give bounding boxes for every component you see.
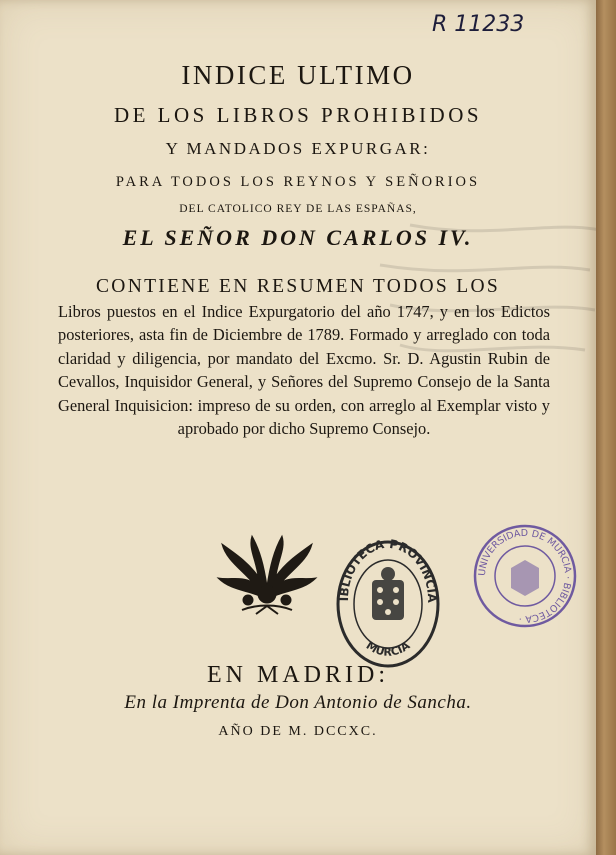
imprint-printer: En la Imprenta de Don Antonio de Sancha. (124, 692, 472, 713)
title-line-2: DE LOS LIBROS PROHIBIDOS (113, 103, 483, 127)
university-library-stamp (471, 522, 579, 635)
imprint-place: EN MADRID: (207, 662, 389, 688)
contents-heading: CONTIENE EN RESUMEN TODOS LOS (96, 276, 500, 297)
title-line-3: Y MANDADOS EXPURGAR: (165, 139, 431, 158)
imprint-year: AÑO DE M. DCCXC. (218, 724, 378, 739)
book-edge (596, 0, 616, 855)
provincial-stamp-top-text: IBLIOTECA PROVINCIA (336, 538, 440, 603)
university-stamp-text: UNIVERSIDAD DE MURCIA · BIBLIOTECA · (476, 527, 574, 625)
title-line-6: EL SEÑOR DON CARLOS IV. (122, 225, 474, 250)
title-line-4: PARA TODOS LOS REYNOS Y SEÑORIOS (115, 174, 481, 190)
title-line-1: INDICE ULTIMO (181, 60, 415, 90)
provincial-stamp-bottom-text: MURCIA (363, 638, 413, 659)
contents-body: Libros puestos en el Indice Expurgatorio del año 1747, y en los Edictos posteriores, asta fin de Diciembre de 1789. Formado y arreglado con toda claridad y diligencia, por mandato del Excmo. Sr. D. Agustin Rubin de Cevallos, Inquisidor General, y Señores del Supremo Consejo de la Santa General Inquisicion: impreso de su orden, con arreglo al Exemplar visto y aprobado por dicho Supremo Consejo. (58, 302, 550, 439)
title-line-5: DEL CATOLICO REY DE LAS ESPAÑAS, (179, 203, 417, 215)
svg-text:MURCIA (364, 639, 413, 659)
floral-ornament-icon (212, 530, 322, 625)
provincial-library-stamp (334, 538, 442, 675)
shelfmark-handwritten: R 11233 (432, 12, 525, 37)
